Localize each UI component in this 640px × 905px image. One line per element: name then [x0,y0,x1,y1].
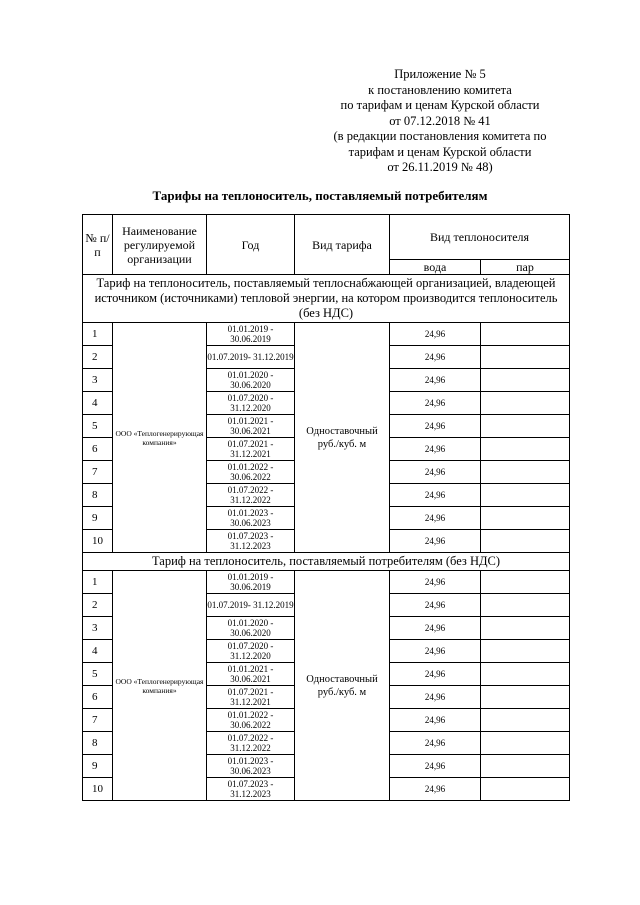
header-line: (в редакции постановления комитета по [333,129,547,143]
steam-tariff-value [481,484,570,507]
col-header-carrier: Вид теплоносителя [390,215,570,260]
row-number: 6 [83,438,113,461]
water-tariff-value: 24,96 [390,732,481,755]
steam-tariff-value [481,617,570,640]
steam-tariff-value [481,686,570,709]
header-line: по тарифам и ценам Курской области [340,98,540,112]
period-cell: 01.01.2021 - 30.06.2021 [207,415,295,438]
tariff-type: Одноставочный руб./куб. м [295,571,390,801]
document-title: Тарифы на теплоноситель, поставляемый потребителям [152,188,488,203]
steam-tariff-value [481,594,570,617]
water-tariff-value: 24,96 [390,438,481,461]
row-number: 4 [83,640,113,663]
period-cell: 01.07.2022 - 31.12.2022 [207,484,295,507]
steam-tariff-value [481,369,570,392]
section-title: Тариф на теплоноситель, поставляемый потребителям (без НДС) [83,553,570,571]
header-line: от 07.12.2018 № 41 [389,113,491,128]
steam-tariff-value [481,663,570,686]
tariff-table [82,214,570,801]
col-header-year: Год [207,215,295,275]
steam-tariff-value [481,778,570,801]
water-tariff-value: 24,96 [390,484,481,507]
steam-tariff-value [481,709,570,732]
water-tariff-value: 24,96 [390,461,481,484]
row-number: 8 [83,484,113,507]
period-cell: 01.07.2023 - 31.12.2023 [207,778,295,801]
period-cell: 01.01.2023 - 30.06.2023 [207,507,295,530]
steam-tariff-value [481,755,570,778]
water-tariff-value: 24,96 [390,594,481,617]
table-body [83,275,570,801]
section-title: Тариф на теплоноситель, поставляемый теплоснабжающей организацией, владеющей источником (источниками) тепловой энергии, на котором производится теплоноситель (без НДС) [83,275,570,323]
organization-name: ООО «Теплогенерирующая компания» [113,571,207,801]
water-tariff-value: 24,96 [390,686,481,709]
steam-tariff-value [481,640,570,663]
water-tariff-value: 24,96 [390,507,481,530]
period-cell: 01.07.2019- 31.12.2019 [207,594,295,617]
steam-tariff-value [481,415,570,438]
water-tariff-value: 24,96 [390,415,481,438]
period-cell: 01.01.2022 - 30.06.2022 [207,709,295,732]
table-row [83,323,570,346]
period-cell: 01.07.2022 - 31.12.2022 [207,732,295,755]
header-line: к постановлению комитета [368,82,512,97]
steam-tariff-value [481,346,570,369]
water-tariff-value: 24,96 [390,640,481,663]
row-number: 9 [83,507,113,530]
row-number: 10 [83,778,113,801]
row-number: 2 [83,346,113,369]
steam-tariff-value [481,732,570,755]
organization-name: ООО «Теплогенерирующая компания» [113,323,207,553]
period-cell: 01.07.2023 - 31.12.2023 [207,530,295,553]
steam-tariff-value [481,323,570,346]
row-number: 5 [83,415,113,438]
steam-tariff-value [481,530,570,553]
water-tariff-value: 24,96 [390,323,481,346]
row-number: 9 [83,755,113,778]
water-tariff-value: 24,96 [390,778,481,801]
water-tariff-value: 24,96 [390,392,481,415]
period-cell: 01.07.2020 - 31.12.2020 [207,392,295,415]
water-tariff-value: 24,96 [390,755,481,778]
row-number: 7 [83,461,113,484]
period-cell: 01.01.2019 - 30.06.2019 [207,571,295,594]
water-tariff-value: 24,96 [390,663,481,686]
row-number: 3 [83,617,113,640]
col-header-water: вода [390,260,481,275]
steam-tariff-value [481,507,570,530]
row-number: 2 [83,594,113,617]
water-tariff-value: 24,96 [390,346,481,369]
period-cell: 01.01.2023 - 30.06.2023 [207,755,295,778]
header-line: Приложение № 5 [394,67,486,81]
col-header-steam: пар [481,260,570,275]
period-cell: 01.01.2020 - 30.06.2020 [207,369,295,392]
section-header-row [83,275,570,323]
row-number: 4 [83,392,113,415]
row-number: 7 [83,709,113,732]
steam-tariff-value [481,438,570,461]
period-cell: 01.07.2021 - 31.12.2021 [207,438,295,461]
period-cell: 01.07.2020 - 31.12.2020 [207,640,295,663]
table-row [83,571,570,594]
water-tariff-value: 24,96 [390,571,481,594]
water-tariff-value: 24,96 [390,369,481,392]
period-cell: 01.07.2021 - 31.12.2021 [207,686,295,709]
row-number: 3 [83,369,113,392]
water-tariff-value: 24,96 [390,617,481,640]
period-cell: 01.01.2019 - 30.06.2019 [207,323,295,346]
row-number: 8 [83,732,113,755]
period-cell: 01.01.2022 - 30.06.2022 [207,461,295,484]
steam-tariff-value [481,461,570,484]
period-cell: 01.01.2020 - 30.06.2020 [207,617,295,640]
steam-tariff-value [481,571,570,594]
period-cell: 01.07.2019- 31.12.2019 [207,346,295,369]
col-header-num: № п/п [83,215,113,275]
header-line: тарифам и ценам Курской области [348,144,532,159]
water-tariff-value: 24,96 [390,530,481,553]
appendix-header [300,67,580,176]
steam-tariff-value [481,392,570,415]
row-number: 6 [83,686,113,709]
period-cell: 01.01.2021 - 30.06.2021 [207,663,295,686]
col-header-tariff-type: Вид тарифа [295,215,390,275]
row-number: 10 [83,530,113,553]
tariff-type: Одноставочный руб./куб. м [295,323,390,553]
row-number: 5 [83,663,113,686]
col-header-org: Наименование регулируемой организации [113,215,207,275]
header-line: от 26.11.2019 № 48) [387,160,493,174]
row-number: 1 [83,323,113,346]
row-number: 1 [83,571,113,594]
section-header-row [83,553,570,571]
water-tariff-value: 24,96 [390,709,481,732]
